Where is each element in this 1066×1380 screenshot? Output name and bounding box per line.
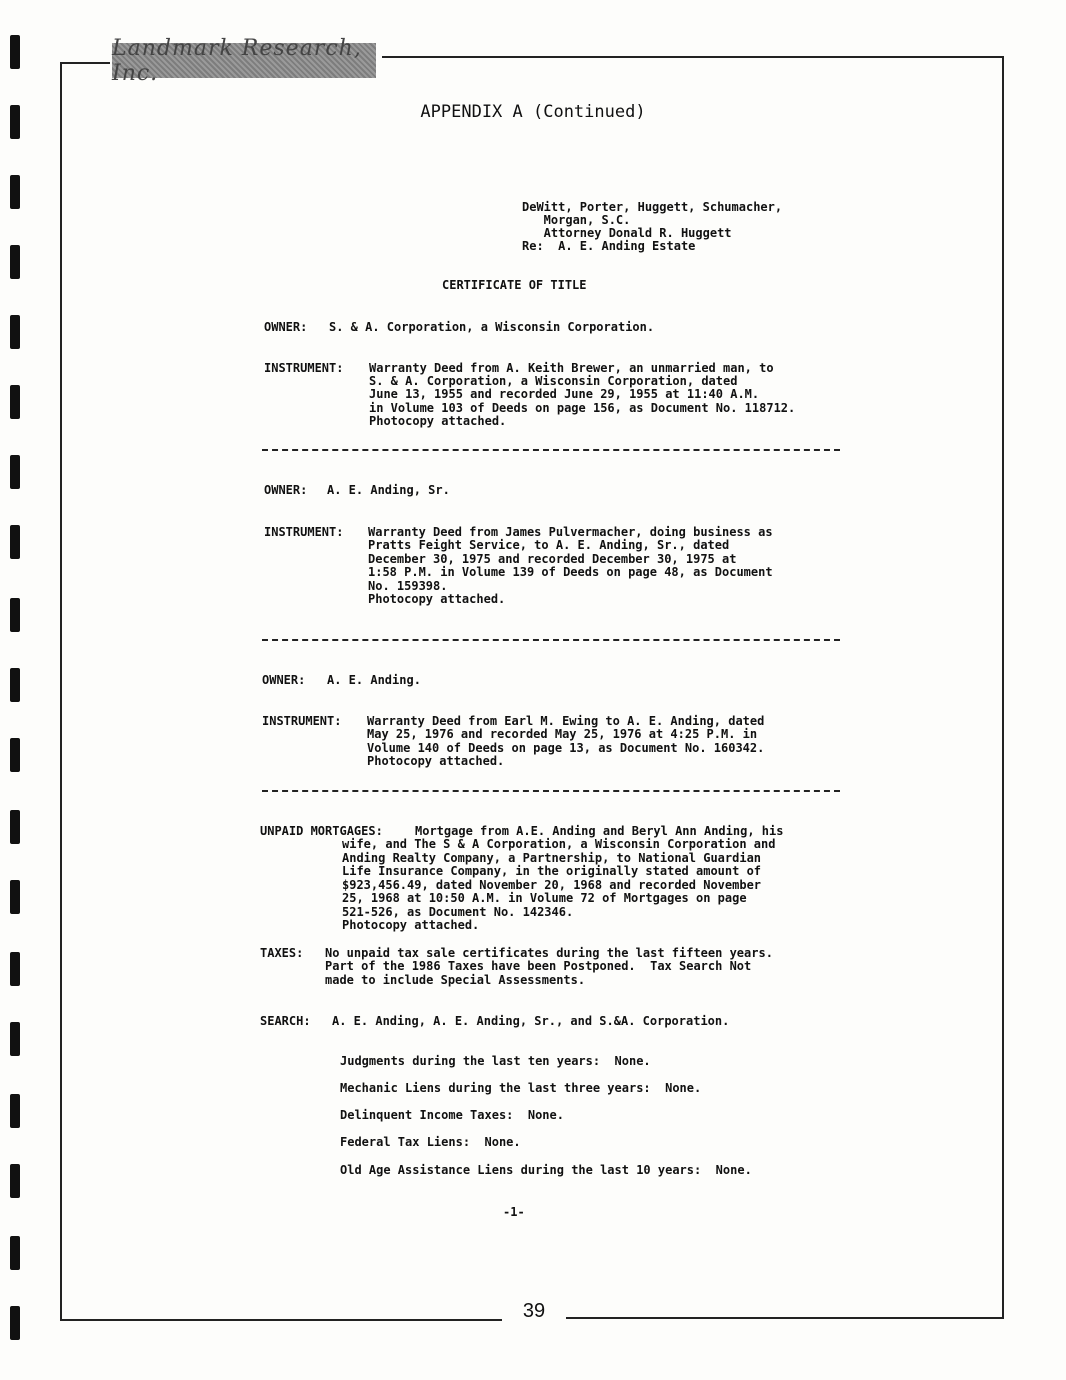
binder-hole [10, 880, 20, 914]
binder-hole [10, 1164, 20, 1198]
instrument-line: Warranty Deed from James Pulvermacher, doing business as [368, 525, 773, 539]
owner-label: OWNER: [264, 483, 308, 497]
instrument-line: Photocopy attached. [367, 754, 505, 768]
frame-line [566, 1317, 1004, 1319]
section-divider [262, 790, 840, 792]
instrument-label: INSTRUMENT: [264, 525, 344, 539]
instrument-line: December 30, 1975 and recorded December 30, 1975 at [368, 552, 737, 566]
owner-value: A. E. Anding. [327, 673, 421, 687]
owner-value: S. & A. Corporation, a Wisconsin Corporation. [329, 320, 655, 334]
owner-label: OWNER: [264, 320, 308, 334]
logo-text: Landmark Research, Inc. [112, 35, 362, 86]
footer-page-number: 39 [522, 1300, 546, 1322]
search-item: Judgments during the last ten years: None. [340, 1054, 651, 1068]
binder-hole [10, 455, 20, 489]
binder-hole [10, 175, 20, 209]
binder-hole [10, 1306, 20, 1340]
taxes-label: TAXES: [260, 946, 304, 960]
letterhead-logo [112, 35, 376, 86]
search-label: SEARCH: [260, 1014, 311, 1028]
instrument-line: May 25, 1976 and recorded May 25, 1976 at 4:25 P.M. in [367, 727, 758, 741]
instrument-line: Warranty Deed from A. Keith Brewer, an unmarried man, to [369, 361, 774, 375]
binder-hole [10, 738, 20, 772]
owner-value: A. E. Anding, Sr. [327, 483, 450, 497]
taxes-line: made to include Special Assessments. [325, 973, 586, 987]
mortgage-line: $923,456.49, dated November 20, 1968 and recorded November [342, 878, 762, 892]
certificate-title: CERTIFICATE OF TITLE [442, 278, 587, 292]
instrument-line: Photocopy attached. [369, 414, 507, 428]
mortgage-line: Mortgage from A.E. Anding and Beryl Ann Anding, his [415, 824, 784, 838]
binder-hole [10, 810, 20, 844]
instrument-line: in Volume 103 of Deeds on page 156, as Document No. 118712. [369, 401, 796, 415]
frame-line [382, 56, 1004, 58]
addressee-line: DeWitt, Porter, Huggett, Schumacher, [522, 200, 783, 214]
frame-line [1002, 56, 1004, 1318]
addressee-line: Morgan, S.C. [522, 213, 631, 227]
instrument-line: Warranty Deed from Earl M. Ewing to A. E. Anding, dated [367, 714, 765, 728]
binder-hole [10, 1094, 20, 1128]
binder-hole [10, 525, 20, 559]
binder-hole [10, 1236, 20, 1270]
binder-hole [10, 598, 20, 632]
search-item: Delinquent Income Taxes: None. [340, 1108, 564, 1122]
section-divider [262, 639, 840, 641]
search-value: A. E. Anding, A. E. Anding, Sr., and S.&A. Corporation. [332, 1014, 730, 1028]
owner-label: OWNER: [262, 673, 306, 687]
page-heading: APPENDIX A (Continued) [420, 102, 646, 122]
mortgage-line: Anding Realty Company, a Partnership, to National Guardian [342, 851, 762, 865]
mortgage-line: Photocopy attached. [342, 918, 480, 932]
frame-line [60, 62, 110, 64]
instrument-line: 1:58 P.M. in Volume 139 of Deeds on page 48, as Document [368, 565, 773, 579]
binder-hole [10, 315, 20, 349]
section-divider [262, 449, 840, 451]
mortgage-line: 25, 1968 at 10:50 A.M. in Volume 72 of Mortgages on page [342, 891, 747, 905]
search-item: Mechanic Liens during the last three years: None. [340, 1081, 702, 1095]
mortgage-line: 521-526, as Document No. 142346. [342, 905, 574, 919]
instrument-label: INSTRUMENT: [264, 361, 344, 375]
instrument-line: Volume 140 of Deeds on page 13, as Document No. 160342. [367, 741, 765, 755]
instrument-line: Photocopy attached. [368, 592, 506, 606]
search-item: Federal Tax Liens: None. [340, 1135, 521, 1149]
frame-line [60, 1319, 502, 1321]
binder-hole [10, 1022, 20, 1056]
binder-hole [10, 952, 20, 986]
addressee-line: Attorney Donald R. Huggett [522, 226, 732, 240]
binder-hole [10, 668, 20, 702]
taxes-line: No unpaid tax sale certificates during the last fifteen years. [325, 946, 773, 960]
mortgage-line: wife, and The S & A Corporation, a Wisconsin Corporation and [342, 837, 776, 851]
binder-hole [10, 35, 20, 69]
taxes-line: Part of the 1986 Taxes have been Postponed. Tax Search Not [325, 959, 752, 973]
addressee-line: Re: A. E. Anding Estate [522, 239, 696, 253]
instrument-line: No. 159398. [368, 579, 448, 593]
inner-page-number: -1- [503, 1205, 525, 1219]
frame-line [60, 62, 62, 1320]
search-item: Old Age Assistance Liens during the last 10 years: None. [340, 1163, 752, 1177]
instrument-line: June 13, 1955 and recorded June 29, 1955 at 11:40 A.M. [369, 387, 760, 401]
binder-hole [10, 245, 20, 279]
binder-hole [10, 385, 20, 419]
instrument-label: INSTRUMENT: [262, 714, 342, 728]
mortgage-line: Life Insurance Company, in the originally stated amount of [342, 864, 762, 878]
mortgages-label: UNPAID MORTGAGES: [260, 824, 383, 838]
instrument-line: S. & A. Corporation, a Wisconsin Corporation, dated [369, 374, 738, 388]
instrument-line: Pratts Feight Service, to A. E. Anding, Sr., dated [368, 538, 730, 552]
